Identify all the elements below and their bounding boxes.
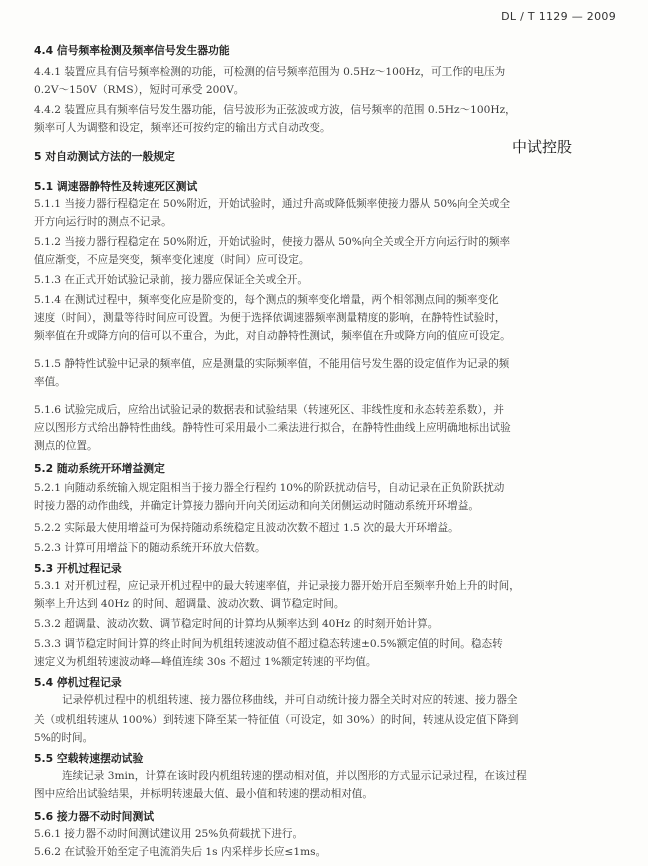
paragraph-line: 4.4.1 装置应具有信号频率检测的功能，可检测的信号频率范围为 0.5Hz～100Hz，可工作的电压为 <box>34 66 506 78</box>
paragraph-line: 5.1.6 试验完成后，应给出试验记录的数据表和试验结果（转速死区、非线性度和永态转差系数），并 <box>34 404 504 416</box>
paragraph-line: 5.2.3 计算可用增益下的随动系统开环放大倍数。 <box>34 542 266 554</box>
paragraph-line: 速定义为机组转速波动峰—峰值连续 30s 不超过 1%额定转速的平均值。 <box>34 656 377 668</box>
paragraph-line: 频率可人为调整和设定，频率还可按约定的输出方式自动改变。 <box>34 122 331 134</box>
paragraph-line: 5.1.5 静特性试验中记录的频率值，应是测量的实际频率值，不能用信号发生器的设定值作为记录的频 <box>34 358 510 370</box>
section-heading: 5.1 调速器静特性及转速死区测试 <box>34 180 198 193</box>
section-heading: 5.3 开机过程记录 <box>34 562 122 575</box>
paragraph-line: 频率上升达到 40Hz 的时间、超调量、波动次数、调节稳定时间。 <box>34 598 345 610</box>
paragraph-line: 图中应给出试验结果，并标明转速最大值、最小值和转速的摆动相对值。 <box>34 788 373 800</box>
paragraph-line: 率值。 <box>34 376 66 388</box>
paragraph-line: 连续记录 3min，计算在该时段内机组转速的摆动相对值，并以图形的方式显示记录过程，在该过程 <box>62 770 527 782</box>
paragraph-line: 5.6.1 接力器不动时间测试建议用 25%负荷载扰下进行。 <box>34 828 304 840</box>
paragraph-line: 5.2.1 向随动系统输入规定阻相当于接力器全行程约 10%的阶跃扰动信号，自动记录在正负阶跃扰动 <box>34 482 505 494</box>
paragraph-line: 5.1.3 在正式开始试验记录前，接力器应保证全关或全开。 <box>34 274 308 286</box>
section-heading: 5.4 停机过程记录 <box>34 676 122 689</box>
paragraph-line: 0.2V～150V（RMS），短时可承受 200V。 <box>34 84 245 96</box>
standard-header: DL / T 1129 — 2009 <box>501 10 616 23</box>
section-heading: 5.2 随动系统开环增益测定 <box>34 462 165 475</box>
section-heading: 5 对自动测试方法的一般规定 <box>34 150 175 163</box>
watermark-text: 中试控股 <box>512 138 573 156</box>
paragraph-line: 5.1.4 在测试过程中，频率变化应是阶变的，每个测点的频率变化增量，两个相邻测点间的频率变化 <box>34 294 499 306</box>
paragraph-line: 5.1.2 当接力器行程稳定在 50%附近，开始试验时，使接力器从 50%向全关或全开方向运行时的频率 <box>34 236 511 248</box>
paragraph-line: 5%的时间。 <box>34 732 94 744</box>
paragraph-line: 速度（时间），测量等待时间应可设置。为便于选择依调速器频率测量精度的影响，在静特性试验时， <box>34 312 506 324</box>
paragraph-line: 5.1.1 当接力器行程稳定在 50%附近，开始试验时，通过升高或降低频率使接力器从 50%向全关或全 <box>34 198 511 210</box>
paragraph-line: 记录停机过程中的机组转速、接力器位移曲线，并可自动统计接力器全关时对应的转速、接力器全 <box>62 694 518 706</box>
section-heading: 5.5 空载转速摆动试验 <box>34 752 144 765</box>
paragraph-line: 5.2.2 实际最大使用增益可为保持随动系统稳定且波动次数不超过 1.5 次的最大开环增益。 <box>34 522 459 534</box>
paragraph-line: 关（或机组转速从 100%）到转速下降至某一特征值（可设定，如 30%）的时间，转速从设定值下降到 <box>34 714 519 726</box>
paragraph-line: 测点的位置。 <box>34 440 98 452</box>
paragraph-line: 开方向运行时的测点不记录。 <box>34 216 172 228</box>
paragraph-line: 5.3.3 调节稳定时间计算的终止时间为机组转速波动值不超过稳态转速±0.5%额定值的时间。稳态转 <box>34 638 503 650</box>
paragraph-line: 4.4.2 装置应具有频率信号发生器功能，信号波形为正弦波或方波，信号频率的范围 0.5Hz～100Hz， <box>34 104 516 116</box>
paragraph-line: 时接力器的动作曲线，并确定计算接力器向开向关闭运动和向关闭侧运动时随动系统开环增益。 <box>34 500 479 512</box>
paragraph-line: 5.3.2 超调量、波动次数、调节稳定时间的计算均从频率达到 40Hz 的时刻开始计算。 <box>34 618 439 630</box>
paragraph-line: 频率值在升或降方向的信可以不重合，为此，对自动静特性测试，频率值在升或降方向的值应可设定。 <box>34 330 511 342</box>
paragraph-line: 值应渐变，不应是突变，频率变化速度（时间）应可设定。 <box>34 254 310 266</box>
paragraph-line: 5.3.1 对开机过程，应记录开机过程中的最大转速率值，并记录接力器开始开启至频率升始上升的时间， <box>34 580 520 592</box>
paragraph-line: 5.6.2 在试验开始至定子电流消失后 1s 内采样步长应≤1ms。 <box>34 846 327 858</box>
paragraph-line: 应以图形方式给出静特性曲线。静特性可采用最小二乘法进行拟合，在静特性曲线上应明确地标出试验 <box>34 422 511 434</box>
section-heading: 4.4 信号频率检测及频率信号发生器功能 <box>34 44 230 57</box>
section-heading: 5.6 接力器不动时间测试 <box>34 810 155 823</box>
